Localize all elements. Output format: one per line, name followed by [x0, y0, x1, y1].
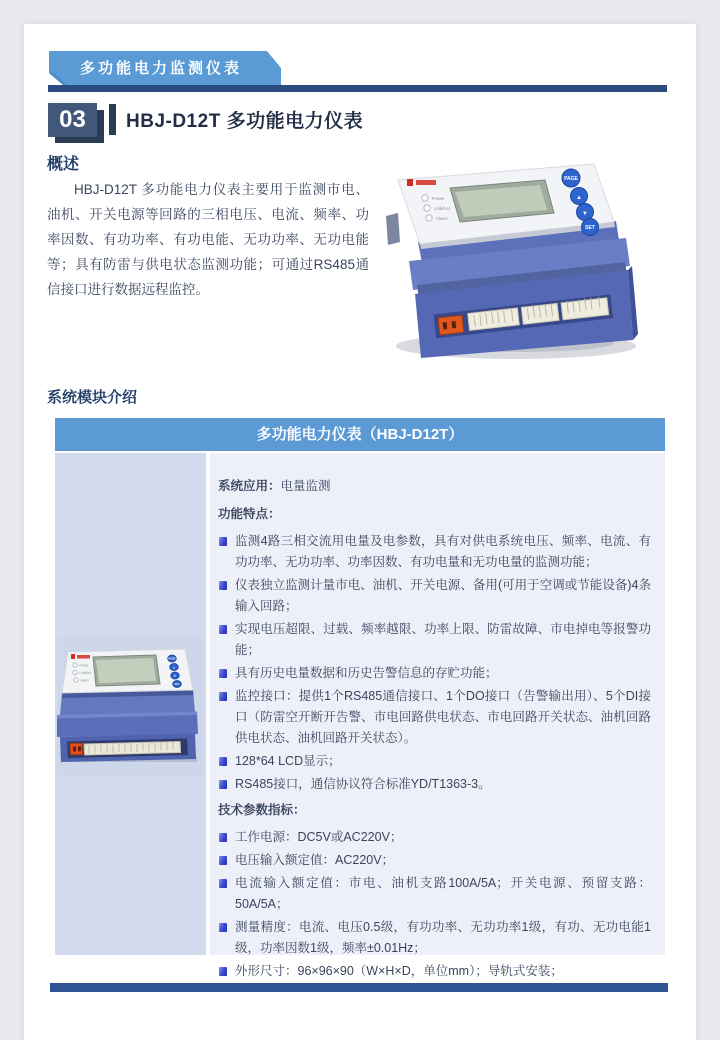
link-led-label: Link/Act	[434, 206, 451, 211]
bullet-icon	[219, 967, 227, 976]
link-led-label: Link/Act	[79, 671, 91, 675]
feature-item: 监控接口：提供1个RS485通信接口、1个DO接口（告警输出用）、5个DI接口（防雷空开断开告警、市电回路供电状态、市电回路开关状态、油机回路供电状态、油机回路开关状态）。	[218, 686, 651, 749]
alarm-led	[426, 215, 432, 221]
down-button-label: ▼	[173, 673, 177, 678]
din-clip	[386, 213, 400, 245]
spec-table	[55, 418, 665, 978]
bullet-icon	[219, 625, 227, 634]
power-led	[422, 195, 428, 201]
bullet-icon	[219, 780, 227, 789]
brand-logo	[71, 654, 75, 659]
header-ribbon	[49, 50, 281, 85]
feature-item: 128*64 LCD显示；	[218, 751, 651, 772]
alarm-led	[74, 678, 78, 682]
feature-item: 仪表独立监测计量市电、油机、开关电源、备用(可用于空调或节能设备)4条输入回路；	[218, 575, 651, 617]
power-led-label: Power	[79, 663, 89, 668]
badge-accent-bar	[109, 104, 116, 135]
footer-rule	[50, 983, 668, 992]
system-app-value: 电量监测	[280, 479, 331, 493]
bullet-icon	[219, 581, 227, 590]
feature-item: 实现电压超限、过载、频率越限、功率上限、防雷故障、市电掉电等报警功能；	[218, 619, 651, 661]
table-right-content	[210, 453, 665, 982]
product-photo-front	[57, 637, 203, 777]
table-body	[55, 453, 665, 978]
section-number-badge: 03	[48, 103, 97, 137]
power-led	[73, 663, 77, 667]
feature-item: 具有历史电量数据和历史告警信息的存贮功能；	[218, 663, 651, 684]
specs-list	[218, 827, 651, 982]
spec-item: 外形尺寸：96×96×90（W×H×D，单位mm）；导轨式安装；	[218, 961, 651, 982]
bullet-icon	[219, 537, 227, 546]
ribbon-title: 多功能电力监测仪表	[79, 60, 243, 77]
table-right-cell	[210, 453, 665, 978]
table-left-cell	[55, 453, 206, 955]
up-button-label: ▲	[172, 665, 176, 670]
features-label: 功能特点：	[218, 507, 281, 521]
spec-item: 电压输入额定值：AC220V；	[218, 850, 651, 871]
bullet-icon	[219, 923, 227, 932]
bullet-icon	[219, 833, 227, 842]
alarm-led-label: Alarm	[436, 216, 448, 221]
bullet-icon	[219, 692, 227, 701]
feature-item: RS485接口，通信协议符合标准YD/T1363-3。	[218, 774, 651, 795]
power-connector	[438, 315, 464, 335]
bullet-icon	[219, 879, 227, 888]
overview-paragraph: HBJ-D12T 多功能电力仪表主要用于监测市电、油机、开关电源等回路的三相电压、电流、频率、功率因数、有功功率、有功电能、无功功率、无功电能等；具有防雷与供电状态监测功能；可通过RS485通信接口进行数据远程监控。	[47, 182, 369, 297]
features-list	[218, 531, 651, 795]
set-button-label: SET	[174, 683, 180, 687]
spec-item: 工作电源：DC5V或AC220V；	[218, 827, 651, 848]
spec-item: 测量精度：电流、电压0.5级，有功功率、无功功率1级，有功、无功电能1级，功率因数1级，频率±0.01Hz；	[218, 917, 651, 959]
link-led	[73, 670, 77, 674]
power-led-label: Power	[432, 196, 445, 201]
specs-label: 技术参数指标：	[218, 803, 306, 817]
down-button-label: ▼	[582, 211, 588, 217]
bullet-icon	[219, 757, 227, 766]
set-button-label: SET	[585, 225, 595, 231]
page-button-label: PAGE	[564, 176, 578, 182]
up-button-label: ▲	[576, 195, 582, 201]
brand-logo	[407, 179, 413, 186]
product-photo-angled	[376, 158, 648, 363]
section-title: HBJ-D12T 多功能电力仪表	[126, 111, 364, 132]
overview-heading: 概述	[47, 156, 80, 173]
link-led	[424, 205, 430, 211]
page-button-label: PAGE	[168, 657, 176, 661]
system-app-line	[218, 475, 651, 498]
top-rule	[48, 85, 667, 92]
spec-item: 电流输入额定值：市电、油机支路100A/5A；开关电源、预留支路：50A/5A；	[218, 873, 651, 915]
table-header: 多功能电力仪表（HBJ-D12T）	[55, 418, 665, 451]
alarm-led-label: Alarm	[80, 678, 89, 683]
feature-item: 监测4路三相交流用电量及电参数，具有对供电系统电压、频率、电流、有功功率、无功功率、功率因数、有功电量和无功电量的监测功能；	[218, 531, 651, 573]
bullet-icon	[219, 856, 227, 865]
modules-heading: 系统模块介绍	[47, 389, 138, 406]
signal-connector	[84, 742, 181, 756]
bullet-icon	[219, 669, 227, 678]
system-app-label: 系统应用：	[218, 479, 281, 493]
